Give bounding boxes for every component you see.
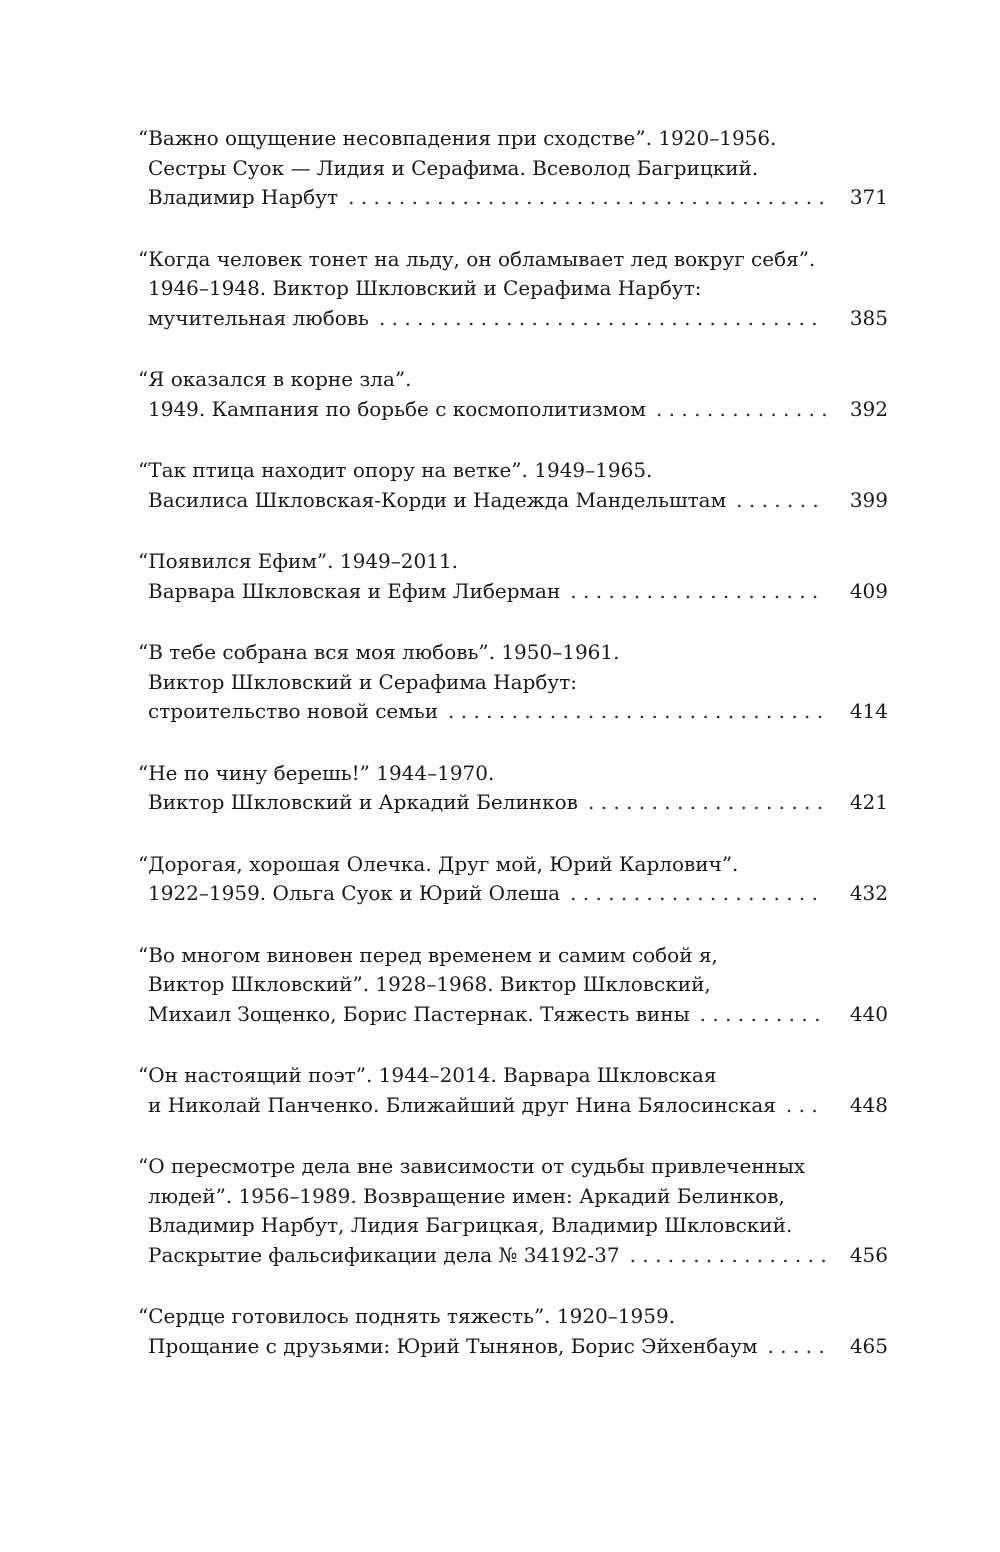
entry-title-line: Владимир Нарбут: [148, 185, 339, 209]
page-number: 371: [849, 185, 888, 209]
toc-entry: [138, 245, 888, 334]
page-number: 465: [849, 1333, 888, 1358]
entry-last-line: [138, 486, 888, 516]
dot-leader: [630, 1241, 826, 1271]
entry-title-line: “Не по чину берешь!” 1944–1970.: [138, 760, 495, 785]
toc-entry: [138, 547, 888, 606]
entry-title-line: Варвара Шкловская и Ефим Либерман: [148, 578, 561, 603]
entry-last-line: [138, 1091, 888, 1121]
entry-title-line: 1946–1948. Виктор Шкловский и Серафима Нарбут:: [148, 276, 702, 300]
entry-title-line: строительство новой семьи: [148, 699, 439, 723]
entry-title-line: “В тебе собрана вся моя любовь”. 1950–1961.: [138, 640, 620, 664]
dot-leader: [736, 486, 826, 516]
entry-title-line: “Он настоящий поэт”. 1944–2014. Варвара Шкловская: [138, 1063, 717, 1087]
entry-title-line: Василиса Шкловская-Корди и Надежда Мандельштам: [148, 487, 727, 512]
page-number: 421: [849, 790, 888, 814]
entry-title-line: “Во многом виновен перед временем и самим собой я,: [138, 942, 718, 967]
entry-last-line: [138, 1332, 888, 1362]
entry-title-line: Владимир Нарбут, Лидия Багрицкая, Владимир Шкловский.: [148, 1213, 793, 1237]
toc-entry: [138, 941, 888, 1030]
toc-entry: [138, 124, 888, 213]
dot-leader: [448, 697, 826, 727]
entry-title-line: 1949. Кампания по борьбе с космополитизмом: [148, 396, 646, 421]
table-of-contents: [138, 124, 888, 1393]
dot-leader: [786, 1091, 826, 1121]
page-number: 414: [849, 699, 888, 723]
dot-leader: [700, 1000, 826, 1030]
page-number: 440: [849, 1001, 888, 1026]
page-number: 385: [849, 305, 888, 330]
page-number: 448: [849, 1092, 888, 1117]
entry-title-line: Виктор Шкловский и Аркадий Белинков: [148, 790, 578, 814]
entry-last-line: [138, 183, 888, 213]
toc-entry: [138, 850, 888, 909]
dot-leader: [588, 788, 826, 818]
page-number: 456: [849, 1242, 888, 1267]
entry-title-line: “Дорогая, хорошая Олечка. Друг мой, Юрий Карлович”.: [138, 851, 739, 876]
entry-title-line: и Николай Панченко. Ближайший друг Нина Бялосинская: [148, 1092, 776, 1117]
entry-last-line: [138, 1000, 888, 1030]
entry-title-line: “Сердце готовилось поднять тяжесть”. 1920–1959.: [138, 1304, 676, 1328]
entry-title-line: Раскрытие фальсификации дела № 34192-37: [148, 1242, 620, 1267]
toc-entry: [138, 759, 888, 818]
entry-last-line: [138, 879, 888, 909]
toc-entry: [138, 638, 888, 727]
entry-title-line: людей”. 1956–1989. Возвращение имен: Аркадий Белинков,: [148, 1183, 785, 1208]
dot-leader: [570, 577, 826, 607]
entry-last-line: [138, 1241, 888, 1271]
toc-entry: [138, 1152, 888, 1270]
entry-last-line: [138, 577, 888, 607]
page-number: 392: [849, 396, 888, 421]
entry-last-line: [138, 697, 888, 727]
page-number: 399: [849, 487, 888, 512]
entry-title-line: Прощание с друзьями: Юрий Тынянов, Борис Эйхенбаум: [148, 1333, 758, 1358]
entry-title-line: Михаил Зощенко, Борис Пастернак. Тяжесть вины: [148, 1001, 690, 1026]
toc-entry: [138, 1302, 888, 1361]
entry-title-line: “Появился Ефим”. 1949–2011.: [138, 549, 459, 573]
entry-title-line: “Я оказался в корне зла”.: [138, 367, 412, 391]
entry-title-line: “Когда человек тонет на льду, он обламывает лед вокруг себя”.: [138, 246, 816, 271]
toc-entry: [138, 365, 888, 424]
entry-title-line: Сестры Суок — Лидия и Серафима. Всеволод Багрицкий.: [148, 155, 759, 180]
dot-leader: [656, 395, 826, 425]
page-number: 409: [849, 578, 888, 603]
dot-leader: [348, 183, 826, 213]
entry-title-line: “О пересмотре дела вне зависимости от судьбы привлеченных: [138, 1154, 806, 1178]
entry-last-line: [138, 788, 888, 818]
toc-entry: [138, 1061, 888, 1120]
dot-leader: [379, 304, 826, 334]
dot-leader: [570, 879, 826, 909]
entry-last-line: [138, 395, 888, 425]
entry-title-line: “Важно ощущение несовпадения при сходстве”. 1920–1956.: [138, 126, 777, 150]
entry-title-line: 1922–1959. Ольга Суок и Юрий Олеша: [148, 881, 561, 905]
entry-last-line: [138, 304, 888, 334]
toc-entry: [138, 456, 888, 515]
entry-title-line: Виктор Шкловский”. 1928–1968. Виктор Шкловский,: [148, 972, 711, 996]
page-number: 432: [849, 881, 888, 905]
entry-title-line: Виктор Шкловский и Серафима Нарбут:: [148, 669, 577, 694]
dot-leader: [768, 1332, 826, 1362]
entry-title-line: “Так птица находит опору на ветке”. 1949–1965.: [138, 458, 653, 482]
entry-title-line: мучительная любовь: [148, 305, 369, 330]
